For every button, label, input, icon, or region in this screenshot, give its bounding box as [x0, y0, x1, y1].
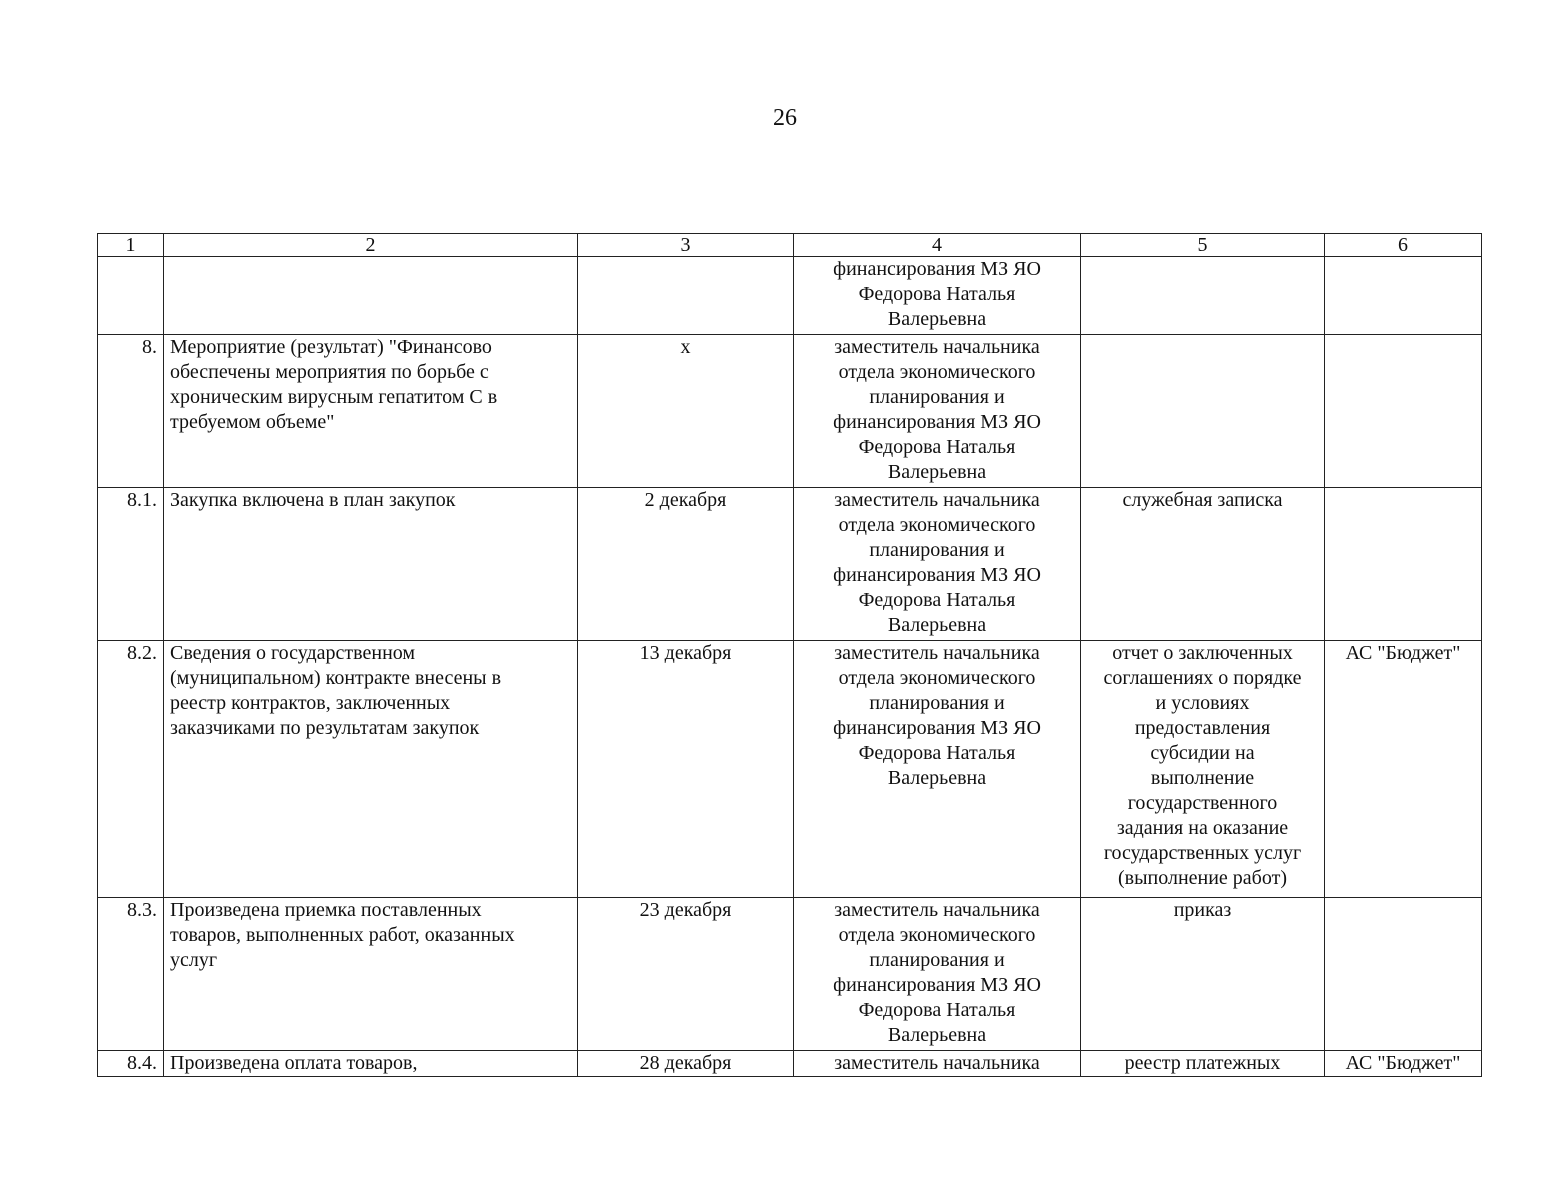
document-cell: служебная записка	[1081, 488, 1325, 641]
document-cell	[1081, 257, 1325, 335]
responsible-cell: заместитель начальника	[794, 1051, 1081, 1077]
document-cell: приказ	[1081, 898, 1325, 1051]
responsible-cell: заместитель начальника отдела экономического планирования и финансирования МЗ ЯО Федорова Наталья Валерьевна	[794, 898, 1081, 1051]
responsible-cell: заместитель начальника отдела экономического планирования и финансирования МЗ ЯО Федорова Наталья Валерьевна	[794, 335, 1081, 488]
table-row	[98, 898, 1482, 1051]
document-cell: реестр платежных	[1081, 1051, 1325, 1077]
system-cell: АС "Бюджет"	[1325, 1051, 1482, 1077]
column-header: 1	[98, 234, 164, 257]
table-header-row	[98, 234, 1482, 257]
activity-cell: Сведения о государственном (муниципальном) контракте внесены в реестр контрактов, заключенных заказчиками по результатам закупок	[164, 641, 578, 898]
activity-cell: Закупка включена в план закупок	[164, 488, 578, 641]
responsible-cell: финансирования МЗ ЯО Федорова Наталья Валерьевна	[794, 257, 1081, 335]
table-row	[98, 641, 1482, 898]
system-cell	[1325, 898, 1482, 1051]
deadline-cell: х	[578, 335, 794, 488]
column-header: 2	[164, 234, 578, 257]
page-number: 26	[773, 105, 797, 131]
deadline-cell: 28 декабря	[578, 1051, 794, 1077]
row-number-cell	[98, 257, 164, 335]
row-number-cell: 8.	[98, 335, 164, 488]
document-cell: отчет о заключенных соглашениях о порядке и условиях предоставления субсидии на выполнение государственного задания на оказание государственных услуг (выполнение работ)	[1081, 641, 1325, 898]
system-cell	[1325, 257, 1482, 335]
table-row	[98, 1051, 1482, 1077]
responsible-cell: заместитель начальника отдела экономического планирования и финансирования МЗ ЯО Федорова Наталья Валерьевна	[794, 488, 1081, 641]
table-row	[98, 257, 1482, 335]
column-header: 4	[794, 234, 1081, 257]
activity-cell: Произведена оплата товаров,	[164, 1051, 578, 1077]
deadline-cell	[578, 257, 794, 335]
system-cell	[1325, 488, 1482, 641]
row-number-cell: 8.4.	[98, 1051, 164, 1077]
deadline-cell: 2 декабря	[578, 488, 794, 641]
activity-cell: Мероприятие (результат) "Финансово обеспечены мероприятия по борьбе с хроническим вирусным гепатитом С в требуемом объеме"	[164, 335, 578, 488]
row-number-cell: 8.3.	[98, 898, 164, 1051]
column-header: 5	[1081, 234, 1325, 257]
deadline-cell: 23 декабря	[578, 898, 794, 1051]
row-number-cell: 8.2.	[98, 641, 164, 898]
column-header: 6	[1325, 234, 1482, 257]
table-row	[98, 488, 1482, 641]
column-header: 3	[578, 234, 794, 257]
deadline-cell: 13 декабря	[578, 641, 794, 898]
document-cell	[1081, 335, 1325, 488]
responsible-cell: заместитель начальника отдела экономического планирования и финансирования МЗ ЯО Федорова Наталья Валерьевна	[794, 641, 1081, 898]
plan-table	[97, 233, 1482, 1077]
system-cell	[1325, 335, 1482, 488]
row-number-cell: 8.1.	[98, 488, 164, 641]
system-cell: АС "Бюджет"	[1325, 641, 1482, 898]
table-row	[98, 335, 1482, 488]
activity-cell: Произведена приемка поставленных товаров, выполненных работ, оказанных услуг	[164, 898, 578, 1051]
activity-cell	[164, 257, 578, 335]
